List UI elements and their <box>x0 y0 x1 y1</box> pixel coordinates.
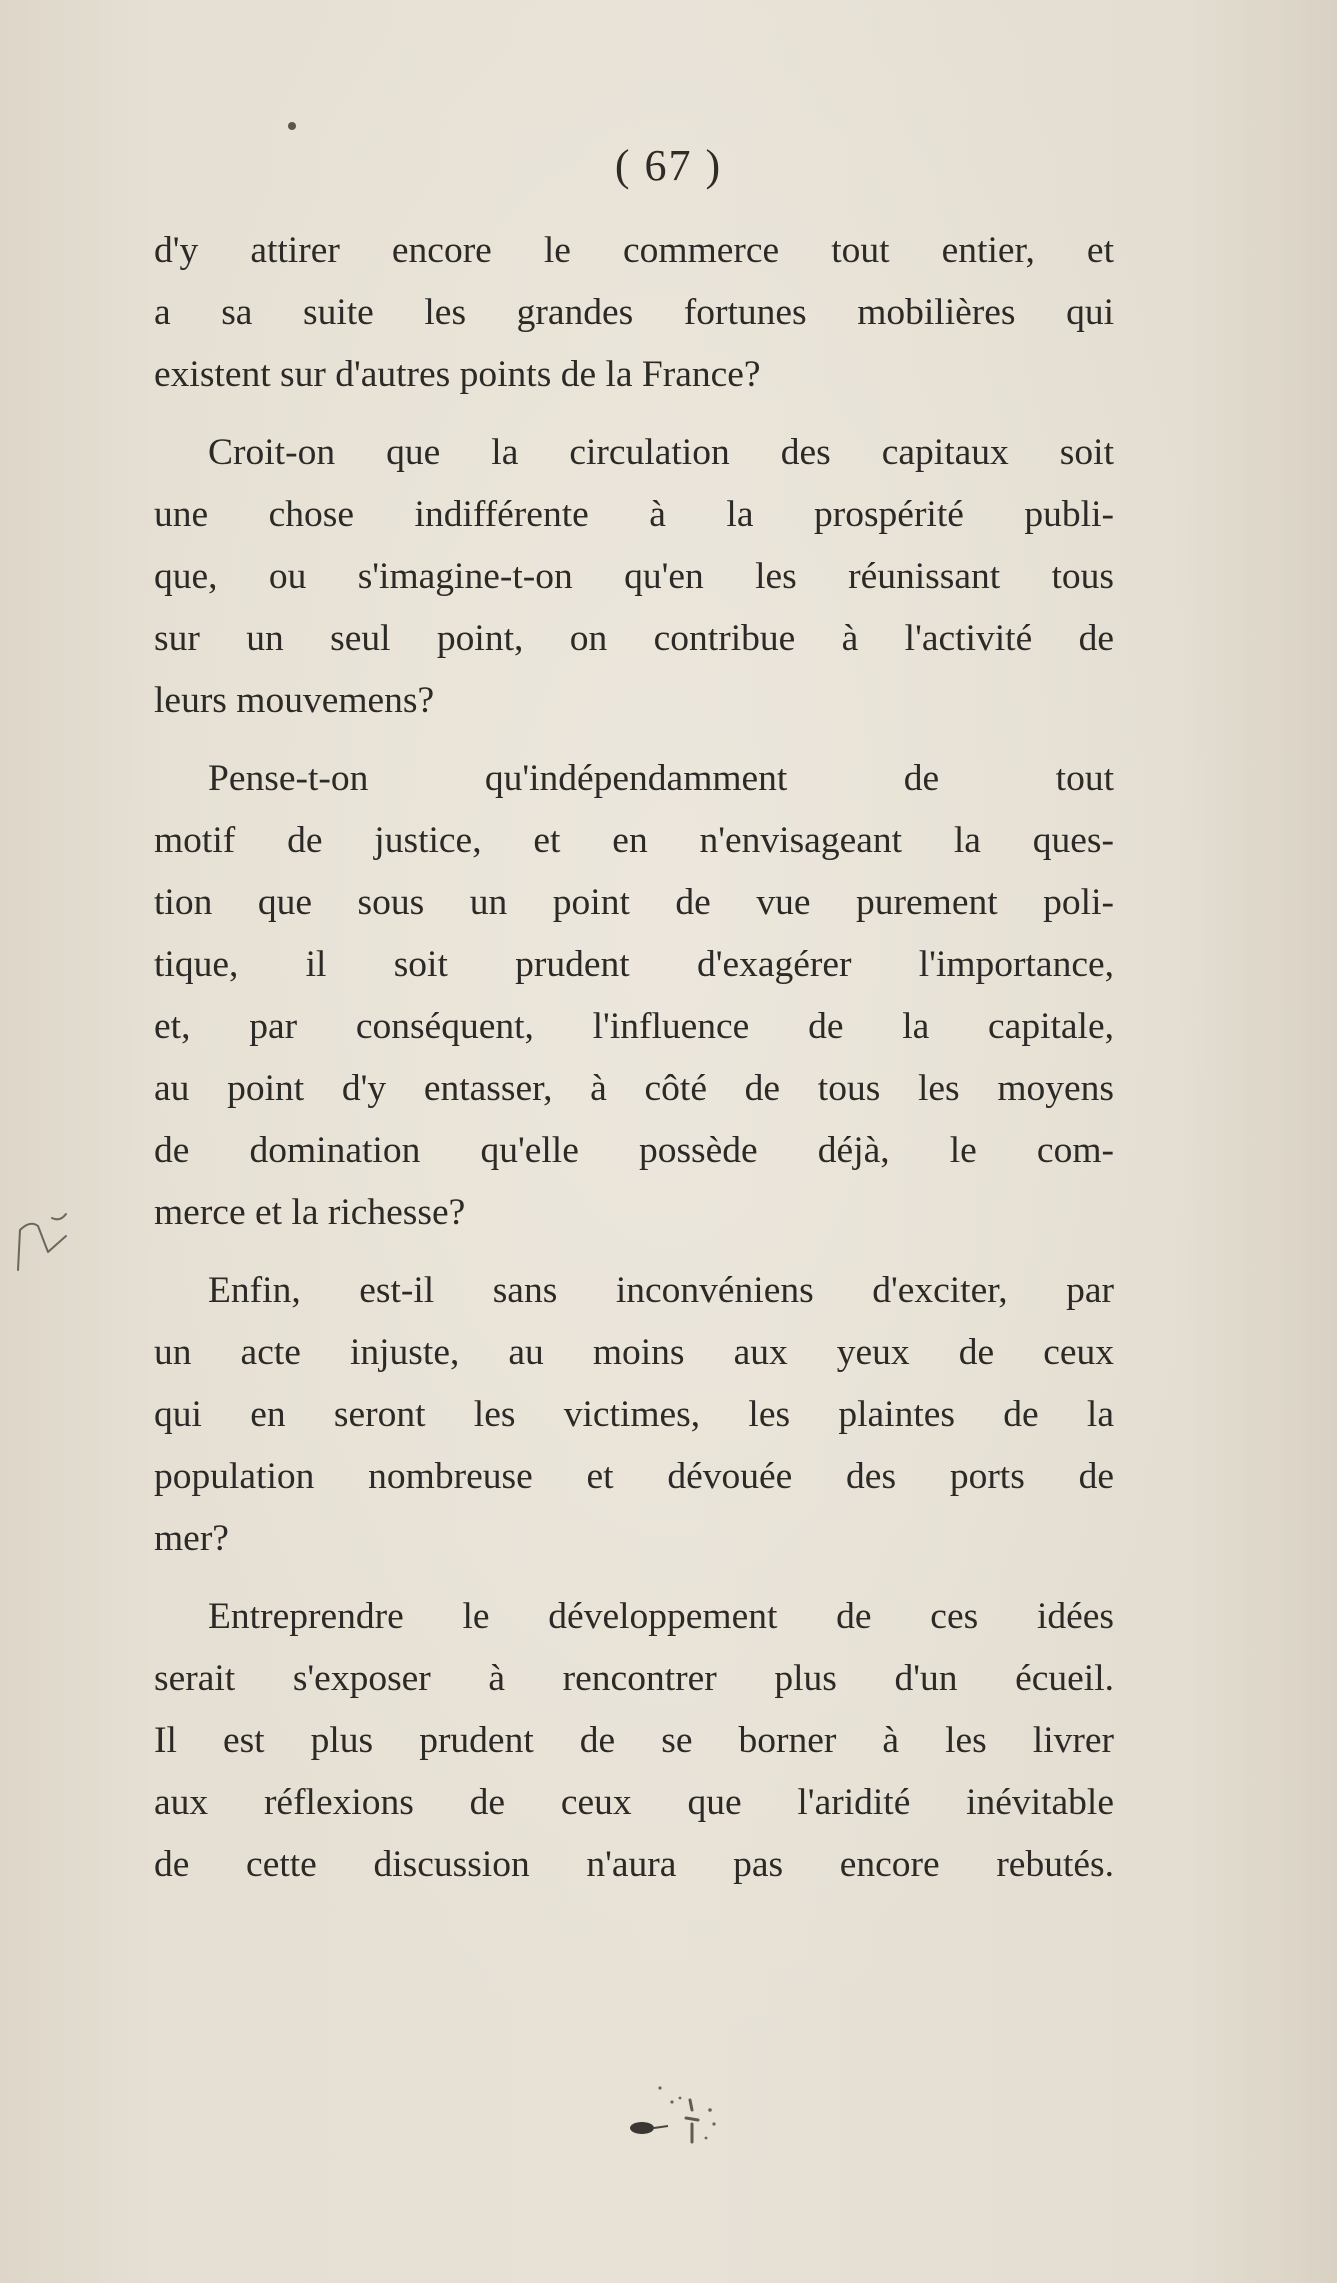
text-line: serait s'exposer à rencontrer plus d'un écueil. <box>154 1658 1114 1699</box>
text-line: leurs mouvemens? <box>154 680 435 721</box>
ink-smudge-icon <box>620 2080 800 2170</box>
text-line: d'y attirer encore le commerce tout entier, et <box>154 230 1114 271</box>
text-line: existent sur d'autres points de la France? <box>154 354 761 395</box>
text-line: Il est plus prudent de se borner à les livrer <box>154 1720 1114 1761</box>
text-line: tion que sous un point de vue purement poli- <box>154 882 1114 923</box>
text-line: et, par conséquent, l'influence de la capitale, <box>154 1006 1114 1047</box>
body-text <box>154 220 1114 1912</box>
paragraph-1 <box>154 220 1114 406</box>
paragraph-4 <box>154 1260 1114 1570</box>
paragraph-5 <box>154 1586 1114 1896</box>
text-line: population nombreuse et dévouée des ports de <box>154 1456 1114 1497</box>
text-line: de cette discussion n'aura pas encore rebutés. <box>154 1844 1114 1885</box>
text-line: un acte injuste, au moins aux yeux de ceux <box>154 1332 1114 1373</box>
ink-speck <box>288 122 296 130</box>
text-line: que, ou s'imagine-t-on qu'en les réunissant tous <box>154 556 1114 597</box>
text-line: de domination qu'elle possède déjà, le com- <box>154 1130 1114 1171</box>
text-line: Croit-on que la circulation des capitaux soit <box>208 432 1114 473</box>
paragraph-2 <box>154 422 1114 732</box>
text-line: qui en seront les victimes, les plaintes de la <box>154 1394 1114 1435</box>
text-line: tique, il soit prudent d'exagérer l'importance, <box>154 944 1114 985</box>
text-line: Entreprendre le développement de ces idées <box>208 1596 1114 1637</box>
text-line: merce et la richesse? <box>154 1192 466 1233</box>
text-line: motif de justice, et en n'envisageant la ques- <box>154 820 1114 861</box>
text-line: a sa suite les grandes fortunes mobilières qui <box>154 292 1114 333</box>
text-line: sur un seul point, on contribue à l'activité de <box>154 618 1114 659</box>
text-line: Enfin, est-il sans inconvéniens d'exciter, par <box>208 1270 1114 1311</box>
text-line: mer? <box>154 1518 229 1559</box>
text-line: une chose indifférente à la prospérité publi- <box>154 494 1114 535</box>
text-line: au point d'y entasser, à côté de tous les moyens <box>154 1068 1114 1109</box>
text-line: Pense-t-on qu'indépendamment de tout <box>208 758 1114 799</box>
pencil-margin-mark-icon <box>8 1200 78 1280</box>
text-line: aux réflexions de ceux que l'aridité inévitable <box>154 1782 1114 1823</box>
page-number: ( 67 ) <box>614 141 723 190</box>
paragraph-3 <box>154 748 1114 1244</box>
